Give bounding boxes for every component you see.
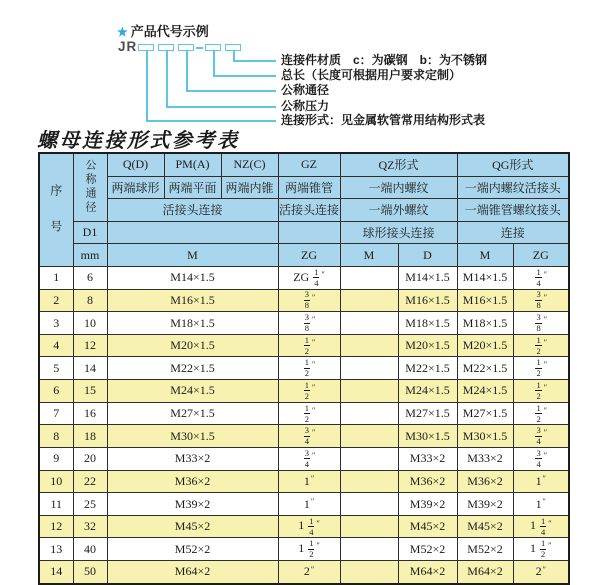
connector-line — [166, 51, 168, 108]
cell-m: M22×1.5 — [107, 357, 278, 380]
header-desc-gz: 两端锥管 — [278, 176, 340, 199]
table-row — [39, 312, 569, 335]
cell-qz_d: M39×2 — [398, 493, 457, 516]
cell-qg_m: M16×1.5 — [457, 289, 513, 312]
cell-qz_m — [340, 470, 398, 493]
cell-dn: 15 — [73, 380, 107, 403]
header-desc-qg1: 一端内螺纹活接头 — [457, 176, 569, 199]
table-row — [39, 289, 569, 312]
cell-qg_zg: $\frac{3}{8}$ ″ — [513, 312, 569, 335]
cell-qz_m — [340, 561, 398, 584]
header-desc-qg2: 一端锥管螺纹接头 — [457, 199, 569, 222]
cell-qz_m — [340, 493, 398, 516]
cell-gz: $\frac{3}{4}$ ″ — [278, 447, 340, 470]
cell-qg_zg: $\frac{1}{4}$ ″ — [513, 266, 569, 289]
product-code-prefix: JR — [118, 39, 138, 54]
connector-line — [146, 51, 148, 122]
header-unit-d: D — [398, 244, 457, 267]
cell-gz: $\frac{1}{2}$ ″ — [278, 357, 340, 380]
header-unit-m3: M — [457, 244, 513, 267]
cell-m: M33×2 — [107, 447, 278, 470]
cell-gz: $\frac{1}{2}$ ″ — [278, 380, 340, 403]
cell-qz_d: M22×1.5 — [398, 357, 457, 380]
diagram-title-row — [117, 21, 209, 40]
cell-qg_zg: 1″ — [513, 470, 569, 493]
cell-m: M24×1.5 — [107, 380, 278, 403]
cell-seq: 11 — [39, 493, 73, 516]
code-box-5 — [225, 44, 241, 51]
header-conn-left: 活接头连接 — [107, 199, 278, 222]
cell-qz_d: M33×2 — [398, 447, 457, 470]
cell-gz: 1″ — [278, 493, 340, 516]
cell-m: M52×2 — [107, 538, 278, 561]
code-label-connection: 连接形式：见金属软管常用结构形式表 — [281, 113, 486, 127]
cell-m: M30×1.5 — [107, 425, 278, 448]
cell-seq: 8 — [39, 425, 73, 448]
cell-seq: 13 — [39, 538, 73, 561]
code-box-3 — [178, 44, 194, 51]
cell-gz: 2″ — [278, 561, 340, 584]
table-row — [39, 357, 569, 380]
header-empty-gz — [278, 221, 340, 244]
table-title: 螺母连接形式参考表 — [37, 130, 240, 152]
header-unit-m2: M — [340, 244, 398, 267]
cell-qg_zg: 2″ — [513, 561, 569, 584]
cell-qz_d: M52×2 — [398, 538, 457, 561]
connector-line — [166, 106, 276, 108]
cell-qg_m: M52×2 — [457, 538, 513, 561]
star-icon: ★ — [117, 25, 128, 39]
code-label-length: 总长（长度可根据用户要求定制） — [281, 68, 462, 82]
cell-qz_m — [340, 289, 398, 312]
code-box-4 — [205, 44, 221, 51]
cell-qz_m — [340, 312, 398, 335]
code-box-1 — [138, 44, 154, 51]
cell-qg_m: M27×1.5 — [457, 402, 513, 425]
cell-qz_m — [340, 357, 398, 380]
nut-connection-table — [38, 152, 570, 585]
header-conn-qg: 连接 — [457, 221, 569, 244]
cell-gz: $\frac{1}{2}$ ″ — [278, 334, 340, 357]
header-mm: mm — [73, 244, 107, 267]
header-unit-m1: M — [107, 244, 278, 267]
cell-gz: ZG $\frac{1}{4}$ ″ — [278, 266, 340, 289]
cell-seq: 3 — [39, 312, 73, 335]
cell-qz_d: M27×1.5 — [398, 402, 457, 425]
cell-qz_d: M20×1.5 — [398, 334, 457, 357]
cell-qg_zg: $\frac{1}{2}$ ″ — [513, 357, 569, 380]
header-unit-zg1: ZG — [278, 244, 340, 267]
cell-m: M45×2 — [107, 515, 278, 538]
cell-qg_zg: 1″ — [513, 493, 569, 516]
cell-qz_m — [340, 538, 398, 561]
cell-dn: 18 — [73, 425, 107, 448]
cell-qz_d: M24×1.5 — [398, 380, 457, 403]
connector-line — [146, 120, 276, 122]
cell-dn: 12 — [73, 334, 107, 357]
cell-dn: 32 — [73, 515, 107, 538]
header-conn-qz: 球形接头连接 — [340, 221, 457, 244]
cell-qg_zg: $\frac{3}{4}$ ″ — [513, 447, 569, 470]
cell-seq: 1 — [39, 266, 73, 289]
cell-qg_m: M30×1.5 — [457, 425, 513, 448]
cell-qg_m: M20×1.5 — [457, 334, 513, 357]
table-row — [39, 380, 569, 403]
cell-gz: $\frac{3}{8}$ ″ — [278, 312, 340, 335]
header-desc-pm: 两端平面 — [164, 176, 221, 199]
cell-seq: 7 — [39, 402, 73, 425]
header-dn-label: 公称通径 — [84, 159, 96, 216]
cell-dn: 6 — [73, 266, 107, 289]
connector-line — [186, 51, 188, 92]
cell-gz: 1 $\frac{1}{4}$ ″ — [278, 515, 340, 538]
cell-dn: 16 — [73, 402, 107, 425]
table-row — [39, 561, 569, 584]
connector-line — [186, 90, 276, 92]
table-row — [39, 538, 569, 561]
cell-gz: 1″ — [278, 470, 340, 493]
header-desc-q: 两端球形 — [107, 176, 164, 199]
cell-seq: 9 — [39, 447, 73, 470]
cell-m: M64×2 — [107, 561, 278, 584]
cell-qg_m: M45×2 — [457, 515, 513, 538]
header-desc-qz1: 一端内螺纹 — [340, 176, 457, 199]
cell-qg_zg: 1 $\frac{1}{2}$ ″ — [513, 538, 569, 561]
cell-qg_m: M39×2 — [457, 493, 513, 516]
cell-qg_zg: $\frac{1}{2}$ ″ — [513, 402, 569, 425]
table-row — [39, 266, 569, 289]
header-dn — [73, 153, 107, 221]
cell-gz: $\frac{1}{2}$ ″ — [278, 402, 340, 425]
header-col-pm: PM(A) — [164, 153, 221, 176]
cell-dn: 22 — [73, 470, 107, 493]
cell-qg_zg: $\frac{1}{2}$ ″ — [513, 334, 569, 357]
cell-dn: 50 — [73, 561, 107, 584]
cell-dn: 8 — [73, 289, 107, 312]
code-box-2 — [158, 44, 174, 51]
cell-qg_m: M33×2 — [457, 447, 513, 470]
table-row — [39, 447, 569, 470]
cell-qg_zg: $\frac{3}{8}$ ″ — [513, 289, 569, 312]
cell-m: M39×2 — [107, 493, 278, 516]
header-empty-left — [107, 221, 278, 244]
cell-qg_m: M64×2 — [457, 561, 513, 584]
cell-qg_m: M22×1.5 — [457, 357, 513, 380]
cell-qg_zg: $\frac{1}{2}$ ″ — [513, 380, 569, 403]
cell-qz_m — [340, 515, 398, 538]
cell-qz_d: M45×2 — [398, 515, 457, 538]
cell-qg_m: M36×2 — [457, 470, 513, 493]
diagram-title: 产品代号示例 — [130, 24, 209, 39]
cell-m: M36×2 — [107, 470, 278, 493]
code-label-pressure: 公称压力 — [281, 99, 330, 113]
cell-seq: 6 — [39, 380, 73, 403]
cell-qz_m — [340, 425, 398, 448]
connector-line — [213, 51, 215, 77]
header-d1: D1 — [73, 221, 107, 244]
cell-dn: 20 — [73, 447, 107, 470]
cell-m: M18×1.5 — [107, 312, 278, 335]
code-dash — [196, 47, 203, 49]
cell-seq: 14 — [39, 561, 73, 584]
cell-qz_d: M14×1.5 — [398, 266, 457, 289]
cell-qz_d: M36×2 — [398, 470, 457, 493]
cell-qz_d: M30×1.5 — [398, 425, 457, 448]
cell-qz_m — [340, 447, 398, 470]
code-label-diameter: 公称通径 — [281, 83, 330, 97]
cell-qg_zg: $\frac{3}{4}$ ″ — [513, 425, 569, 448]
cell-seq: 10 — [39, 470, 73, 493]
header-seq — [39, 153, 73, 266]
header-col-nz: NZ(C) — [221, 153, 278, 176]
table-row — [39, 334, 569, 357]
cell-m: M27×1.5 — [107, 402, 278, 425]
cell-seq: 12 — [39, 515, 73, 538]
header-seq-label: 序号 — [48, 183, 63, 256]
cell-qz_m — [340, 266, 398, 289]
cell-seq: 2 — [39, 289, 73, 312]
cell-gz: $\frac{3}{8}$ ″ — [278, 289, 340, 312]
cell-m: M14×1.5 — [107, 266, 278, 289]
cell-dn: 25 — [73, 493, 107, 516]
header-col-gz: GZ — [278, 153, 340, 176]
cell-seq: 5 — [39, 357, 73, 380]
header-desc-qz2: 一端外螺纹 — [340, 199, 457, 222]
table-body — [39, 266, 569, 583]
cell-qg_m: M14×1.5 — [457, 266, 513, 289]
cell-dn: 10 — [73, 312, 107, 335]
table-row — [39, 402, 569, 425]
cell-m: M16×1.5 — [107, 289, 278, 312]
cell-gz: 1 $\frac{1}{2}$ ″ — [278, 538, 340, 561]
cell-qz_m — [340, 380, 398, 403]
cell-seq: 4 — [39, 334, 73, 357]
cell-qz_d: M18×1.5 — [398, 312, 457, 335]
connector-line — [233, 60, 276, 62]
table-header — [39, 153, 569, 266]
header-col-qg: QG形式 — [457, 153, 569, 176]
cell-qg_m: M24×1.5 — [457, 380, 513, 403]
table-row — [39, 515, 569, 538]
table-row — [39, 470, 569, 493]
cell-dn: 14 — [73, 357, 107, 380]
cell-qg_m: M18×1.5 — [457, 312, 513, 335]
header-col-qz: QZ形式 — [340, 153, 457, 176]
cell-qz_m — [340, 334, 398, 357]
header-desc-nz: 两端内锥 — [221, 176, 278, 199]
table-row — [39, 493, 569, 516]
cell-qz_m — [340, 402, 398, 425]
header-unit-zg2: ZG — [513, 244, 569, 267]
table-row — [39, 425, 569, 448]
connector-line — [213, 75, 276, 77]
cell-qg_zg: 1 $\frac{1}{4}$ ″ — [513, 515, 569, 538]
header-col-q: Q(D) — [107, 153, 164, 176]
code-label-material: 连接件材质 c：为碳钢 b：为不锈钢 — [281, 53, 488, 67]
cell-dn: 40 — [73, 538, 107, 561]
cell-gz: $\frac{3}{4}$ ″ — [278, 425, 340, 448]
cell-m: M20×1.5 — [107, 334, 278, 357]
cell-qz_d: M16×1.5 — [398, 289, 457, 312]
header-conn-gz: 活接头连接 — [278, 199, 340, 222]
cell-qz_d: M64×2 — [398, 561, 457, 584]
